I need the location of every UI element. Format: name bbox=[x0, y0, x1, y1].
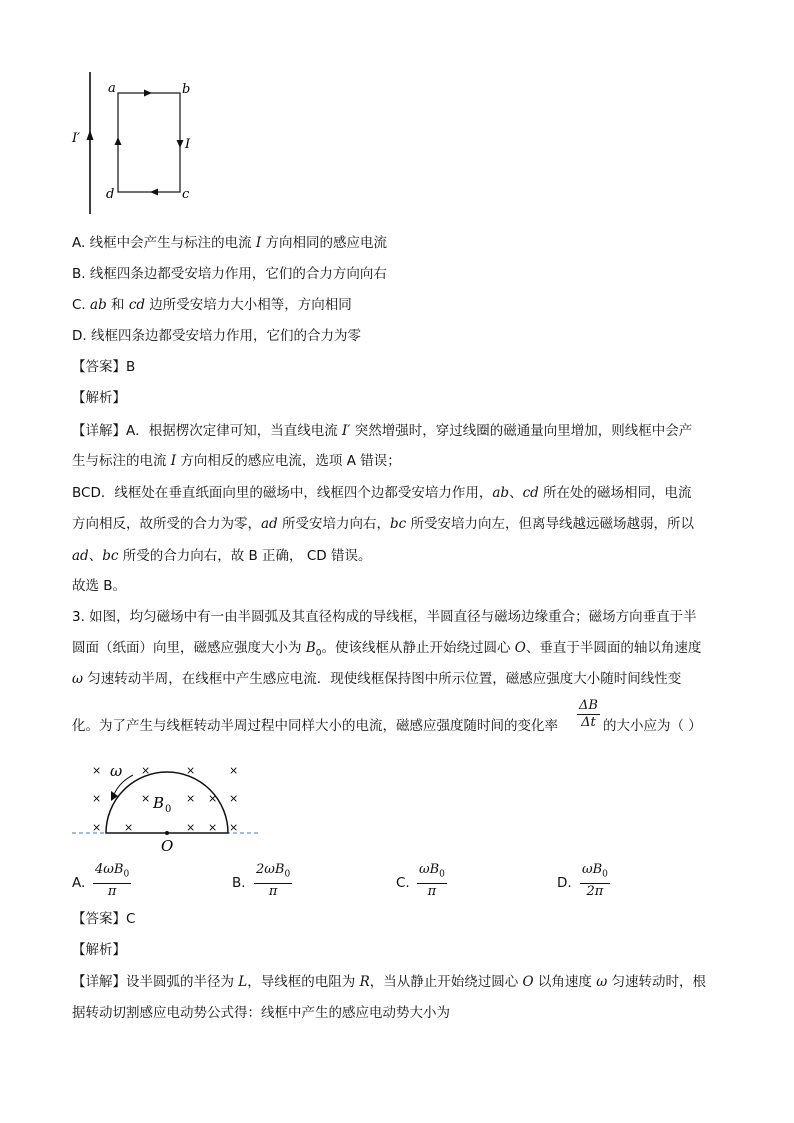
cross-mark: × bbox=[92, 821, 102, 834]
q3-stem-line-4-end: 的大小应为（ ） bbox=[603, 718, 702, 734]
text: BCD．线框处在垂直纸面向里的磁场中，线框四个边都受安培力作用， bbox=[72, 485, 493, 501]
subscript: 0 bbox=[602, 869, 608, 880]
fraction-denominator: π bbox=[107, 883, 117, 899]
option-c-label: C. bbox=[396, 875, 410, 891]
detail-label: 【详解】 bbox=[72, 974, 126, 990]
fraction-denominator: Δt bbox=[581, 715, 596, 730]
label-O: O bbox=[161, 837, 174, 855]
text: ωB bbox=[419, 862, 440, 877]
label-omega: ω bbox=[110, 762, 123, 780]
rotation-arrow-icon bbox=[113, 775, 133, 797]
answer-value: C bbox=[126, 911, 136, 927]
var-R: R bbox=[359, 974, 370, 990]
subscript: 0 bbox=[315, 648, 322, 659]
text: 匀速转动半周，在线框中产生感应电流．现使线框保持图中所示位置，磁感应强度大小随时间线性变 bbox=[83, 671, 682, 687]
field-crosses bbox=[92, 764, 238, 834]
var-B: B bbox=[305, 640, 316, 656]
label-I: I bbox=[185, 137, 191, 152]
label-b: b bbox=[182, 82, 191, 97]
text: 设半圆弧的半径为 bbox=[126, 974, 239, 990]
text: 以角速度 bbox=[533, 974, 597, 990]
option-c bbox=[72, 295, 352, 315]
fraction-numerator bbox=[417, 862, 447, 884]
text: 、 bbox=[88, 548, 103, 564]
var-ab: ab bbox=[492, 485, 510, 501]
text: 方向相反的感应电流，选项 A 错误； bbox=[176, 453, 401, 469]
label-B0-subscript: 0 bbox=[165, 804, 172, 815]
answer-value: B bbox=[126, 359, 136, 375]
answer-label: 【答案】 bbox=[72, 359, 126, 375]
cross-mark: × bbox=[124, 821, 134, 834]
figure-wire-loop bbox=[0, 0, 794, 230]
option-a-var: I bbox=[255, 235, 262, 251]
option-a-label: A. bbox=[72, 875, 86, 891]
var-O: O bbox=[514, 640, 526, 656]
label-c: c bbox=[182, 187, 190, 202]
q3-detail-line-1 bbox=[72, 972, 706, 992]
text: 突然增强时，穿过线圈的磁通量向里增加，则线框中会产 bbox=[350, 423, 693, 439]
var-O: O bbox=[522, 974, 534, 990]
var-omega: ω bbox=[72, 671, 84, 687]
text: 。使该线框从静止开始绕过圆心 bbox=[321, 640, 515, 656]
text: 所受的合力向右，故 B 正确， CD 错误。 bbox=[118, 548, 372, 564]
option-c-and: 和 bbox=[106, 297, 129, 313]
text: ，当从静止开始绕过圆心 bbox=[369, 974, 523, 990]
var-I: I bbox=[170, 453, 177, 469]
option-a-fraction bbox=[93, 862, 131, 900]
answer-line-q3 bbox=[72, 909, 135, 929]
text: 方向相反，故所受的合力为零， bbox=[72, 516, 261, 532]
text: 所在处的磁场相同，电流 bbox=[538, 485, 692, 501]
text: 化。为了产生与线框转动半周过程中同样大小的电流，磁感应强度随时间的变化率 bbox=[72, 718, 558, 734]
fraction-numerator bbox=[254, 862, 292, 884]
var-ad: ad bbox=[72, 548, 89, 564]
cross-mark: × bbox=[141, 792, 151, 805]
answer-label: 【答案】 bbox=[72, 911, 126, 927]
var-bc: bc bbox=[102, 548, 119, 564]
text: 、 bbox=[509, 485, 523, 501]
explanation-line-4 bbox=[72, 514, 694, 534]
q3-stem-line-4 bbox=[72, 716, 558, 736]
cross-mark: × bbox=[229, 821, 239, 834]
label-d: d bbox=[106, 187, 115, 202]
text: 圆面（纸面）向里，磁感应强度大小为 bbox=[72, 640, 306, 656]
cross-mark: × bbox=[141, 764, 151, 777]
q3-stem-line-2 bbox=[72, 638, 701, 664]
subscript: 0 bbox=[123, 869, 130, 880]
option-c-cd: cd bbox=[128, 297, 146, 313]
q3-stem-line-3 bbox=[72, 669, 681, 689]
text: 、垂直于半圆面的轴以角速度 bbox=[525, 640, 702, 656]
cross-mark: × bbox=[208, 792, 218, 805]
rotation-arrowhead-icon bbox=[111, 791, 118, 801]
rectangular-loop bbox=[118, 93, 180, 192]
wire-current-arrow-icon bbox=[87, 130, 94, 140]
option-c-fraction bbox=[417, 862, 447, 900]
option-a bbox=[72, 233, 387, 253]
cross-mark: × bbox=[92, 792, 102, 805]
text: 生与标注的电流 bbox=[72, 453, 171, 469]
option-c-text: C. bbox=[72, 297, 91, 313]
cross-mark: × bbox=[186, 764, 196, 777]
detail-label: 【详解】 bbox=[72, 423, 126, 439]
option-d-fraction bbox=[580, 862, 610, 900]
cross-mark: × bbox=[186, 792, 196, 805]
option-b-fraction bbox=[254, 862, 292, 900]
option-a-text: A. 线框中会产生与标注的电流 bbox=[72, 235, 256, 251]
fraction-denominator: 2π bbox=[586, 883, 604, 899]
text: 匀速转动时，根 bbox=[607, 974, 707, 990]
cross-mark: × bbox=[208, 821, 218, 834]
option-b-label: B. bbox=[232, 875, 246, 891]
explanation-line-1 bbox=[72, 421, 692, 441]
text: 4ωB bbox=[95, 862, 124, 877]
cross-mark: × bbox=[229, 792, 239, 805]
rate-fraction bbox=[577, 698, 600, 731]
semicircle-loop bbox=[106, 772, 228, 833]
arrow-bc-icon bbox=[177, 140, 184, 148]
arrow-cd-icon bbox=[150, 189, 158, 196]
q3-stem-line-1: 3. 如图，均匀磁场中有一由半圆弧及其直径构成的导线框，半圆直径与磁场边缘重合；磁场方向垂直于半 bbox=[72, 609, 697, 625]
fraction-numerator: ΔB bbox=[579, 698, 598, 713]
cross-mark: × bbox=[186, 821, 196, 834]
var-Iprime: I′ bbox=[342, 423, 351, 439]
answer-line-q2 bbox=[72, 357, 135, 377]
explanation-line-3 bbox=[72, 483, 692, 503]
arrow-da-icon bbox=[115, 137, 122, 145]
var-ad: ad bbox=[261, 516, 278, 532]
fraction-denominator: π bbox=[427, 883, 437, 899]
text: ，导线框的电阻为 bbox=[247, 974, 360, 990]
text: ωB bbox=[582, 862, 603, 877]
cross-mark: × bbox=[229, 764, 239, 777]
analysis-label-q3: 【解析】 bbox=[72, 942, 126, 958]
var-L: L bbox=[238, 974, 248, 990]
fraction-numerator bbox=[580, 862, 610, 884]
var-omega: ω bbox=[596, 974, 608, 990]
label-B0: B bbox=[153, 794, 165, 812]
arrow-ab-icon bbox=[144, 90, 152, 97]
option-c-text-end: 边所受安培力大小相等，方向相同 bbox=[145, 297, 352, 313]
analysis-label-q2: 【解析】 bbox=[72, 390, 126, 406]
text: 所受安培力向左，但离导线越远磁场越弱，所以 bbox=[406, 516, 694, 532]
text: 所受安培力向右， bbox=[277, 516, 390, 532]
var-cd: cd bbox=[522, 485, 539, 501]
cross-mark: × bbox=[92, 764, 102, 777]
label-Iprime: I′ bbox=[72, 131, 81, 146]
option-b: B. 线框四条边都受安培力作用，它们的合力方向向右 bbox=[72, 266, 387, 282]
center-point bbox=[165, 831, 169, 835]
q3-detail-line-2: 据转动切割感应电动势公式得：线框中产生的感应电动势大小为 bbox=[72, 1005, 450, 1021]
text: 2ωB bbox=[256, 862, 285, 877]
text: A．根据楞次定律可知，当直线电流 bbox=[126, 423, 343, 439]
explanation-line-2 bbox=[72, 451, 401, 471]
explanation-line-6: 故选 B。 bbox=[72, 578, 127, 594]
subscript: 0 bbox=[439, 869, 445, 880]
option-d: D. 线框四条边都受安培力作用，它们的合力为零 bbox=[72, 328, 361, 344]
subscript: 0 bbox=[284, 869, 291, 880]
var-bc: bc bbox=[390, 516, 407, 532]
option-d-label: D. bbox=[557, 875, 572, 891]
fraction-numerator bbox=[93, 862, 131, 884]
option-c-ab: ab bbox=[90, 297, 107, 313]
option-a-text-end: 方向相同的感应电流 bbox=[261, 235, 388, 251]
fraction-denominator: π bbox=[268, 883, 278, 899]
label-a: a bbox=[108, 81, 116, 96]
explanation-line-5 bbox=[72, 546, 371, 566]
